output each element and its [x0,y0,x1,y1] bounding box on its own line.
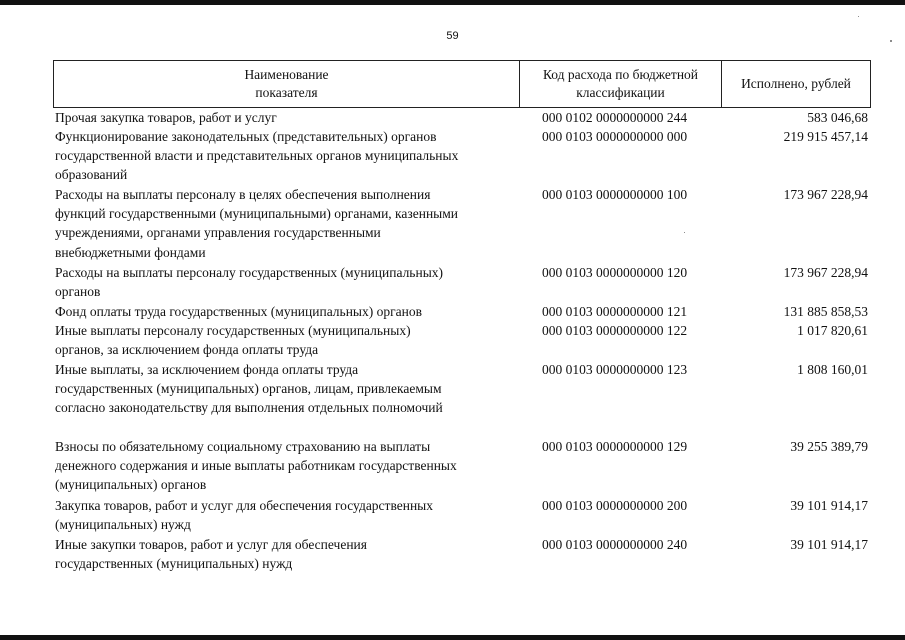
row-amount: 39 101 914,17 [790,537,868,552]
scan-speck [858,16,859,17]
row-code: 000 0103 0000000000 120 [542,265,688,280]
header-amount-column: Исполнено, рублей [741,76,851,91]
row-code: 000 0103 0000000000 129 [542,439,688,454]
row-name: Закупка товаров, работ и услуг для обеспечения государственных (муниципальных) нужд [55,498,434,533]
table-header [53,60,871,108]
row-amount: 173 967 228,94 [783,187,868,202]
row-code: 000 0103 0000000000 100 [542,187,688,202]
row-amount: 1 808 160,01 [797,362,868,377]
row-name: Иные выплаты, за исключением фонда оплаты труда государственных (муниципальных) органов, лицам, привлекаемым согласно законодательству для выполнения отдельных полномочий [55,362,443,416]
header-code-column: Код расхода по бюджетной классификации [520,61,722,107]
scan-speck [890,40,892,42]
row-code: 000 0103 0000000000 122 [542,323,688,338]
row-name: Прочая закупка товаров, работ и услуг [55,110,277,125]
row-code: 000 0102 0000000000 244 [542,110,688,125]
row-amount: 39 101 914,17 [790,498,868,513]
row-name: Иные выплаты персоналу государственных (муниципальных) органов, за исключением фонда оплаты труда [55,323,411,358]
scan-speck [684,232,685,233]
row-name: Фонд оплаты труда государственных (муниципальных) органов [55,304,422,319]
row-amount: 1 017 820,61 [797,323,868,338]
row-amount: 583 046,68 [807,110,868,125]
row-name: Расходы на выплаты персоналу в целях обеспечения выполнения функций государственными (муниципальными) органами, казенными учреждениями, органами управления государственными внебюджетными фондами [55,187,459,260]
scan-bottom-border [0,635,905,640]
row-amount: 39 255 389,79 [790,439,868,454]
row-name: Расходы на выплаты персоналу государственных (муниципальных) органов [55,265,444,300]
row-code: 000 0103 0000000000 121 [542,304,688,319]
row-code: 000 0103 0000000000 240 [542,537,688,552]
row-code: 000 0103 0000000000 200 [542,498,688,513]
row-amount: 173 967 228,94 [783,265,868,280]
row-code: 000 0103 0000000000 000 [542,129,688,144]
row-name: Функционирование законодательных (представительных) органов государственной власти и представительных органов муниципальных образований [55,129,459,183]
row-amount: 131 885 858,53 [783,304,868,319]
row-name: Взносы по обязательному социальному страхованию на выплаты денежного содержания и иные выплаты работникам государственных (муниципальных) органов [55,439,457,493]
row-code: 000 0103 0000000000 123 [542,362,688,377]
page-number: 59 [446,30,459,42]
row-amount: 219 915 457,14 [783,129,868,144]
scan-top-border [0,0,905,5]
row-name: Иные закупки товаров, работ и услуг для обеспечения государственных (муниципальных) нужд [55,537,367,572]
header-name-column: Наименование показателя [54,61,520,107]
